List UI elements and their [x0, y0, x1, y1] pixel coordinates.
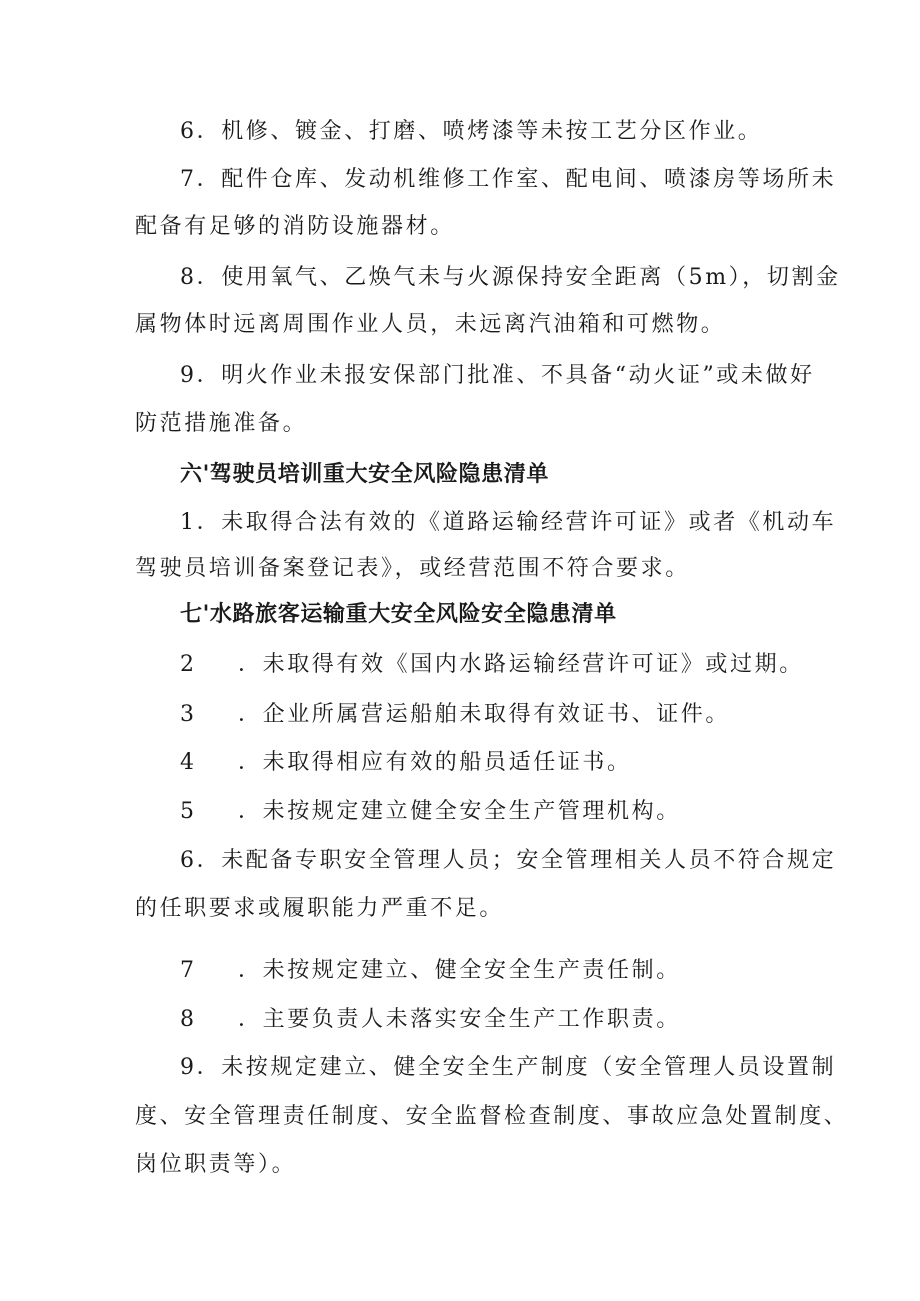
item-continuation: 度、安全管理责任制度、安全监督检查制度、事故应急处置制度、: [135, 1104, 849, 1129]
item-number: 2: [180, 652, 197, 677]
item-text: ．使用氧气、乙焕气未与火源保持安全距离（5m），切割金: [196, 265, 841, 290]
list-item: [180, 117, 762, 147]
item-text: ．明火作业未报安保部门批准、不具备“动火证”或未做好: [196, 363, 815, 388]
item-text: ．机修、镀金、打磨、喷烤漆等未按工艺分区作业。: [196, 119, 763, 144]
list-item: [180, 748, 632, 778]
list-item: [180, 1005, 681, 1035]
list-item: [180, 1053, 836, 1083]
item-continuation: 驾驶员培训备案登记表》，或经营范围不符合要求。: [135, 556, 690, 581]
item-number: 8: [180, 265, 197, 290]
item-text: ．未按规定建立、健全安全生产制度（安全管理人员设置制: [196, 1055, 837, 1080]
item-continuation: 配备有足够的消防设施器材。: [135, 214, 455, 239]
list-item: [180, 797, 681, 827]
item-number: 1: [180, 510, 197, 535]
item-text: ．未配备专职安全管理人员；安全管理相关人员不符合规定: [196, 848, 837, 873]
item-number: 7: [180, 958, 197, 983]
item-continuation: 属物体时远离周围作业人员，未远离汽油箱和可燃物。: [135, 312, 726, 337]
item-text: ．企业所属营运船舶未取得有效证书、证件。: [238, 702, 731, 727]
item-text: ．未取得合法有效的《道路运输经营许可证》或者《机动车: [196, 510, 837, 535]
list-item: [180, 263, 841, 293]
item-continuation: 防范措施准备。: [135, 411, 308, 436]
item-text: ．主要负责人未落实安全生产工作职责。: [238, 1007, 681, 1032]
item-number: 4: [180, 750, 197, 775]
item-text: ．配件仓库、发动机维修工作室、配电间、喷漆房等场所未: [196, 167, 837, 192]
item-text: ．未按规定建立、健全安全生产责任制。: [238, 958, 681, 983]
item-number: 6: [180, 119, 197, 144]
section-heading: 七'水路旅客运输重大安全风险安全隐患清单: [180, 602, 617, 627]
list-item: [180, 361, 815, 391]
list-item: [180, 650, 804, 680]
item-text: ．未取得有效《国内水路运输经营许可证》或过期。: [238, 652, 804, 677]
list-item: [180, 700, 730, 730]
item-number: 6: [180, 848, 197, 873]
item-number: 8: [180, 1007, 197, 1032]
list-item: [180, 508, 836, 538]
item-continuation: 的任职要求或履职能力严重不足。: [135, 896, 505, 921]
item-number: 9: [180, 363, 197, 388]
item-continuation: 岗位职责等）。: [135, 1152, 297, 1177]
item-number: 5: [180, 799, 197, 824]
section-heading: 六'驾驶员培训重大安全风险隐患清单: [180, 462, 549, 487]
item-number: 7: [180, 167, 197, 192]
list-item: [180, 846, 836, 876]
item-number: 9: [180, 1055, 197, 1080]
list-item: [180, 165, 836, 195]
item-number: 3: [180, 702, 197, 727]
list-item: [180, 956, 681, 986]
item-text: ．未按规定建立健全安全生产管理机构。: [238, 799, 681, 824]
item-text: ．未取得相应有效的船员适任证书。: [238, 750, 632, 775]
